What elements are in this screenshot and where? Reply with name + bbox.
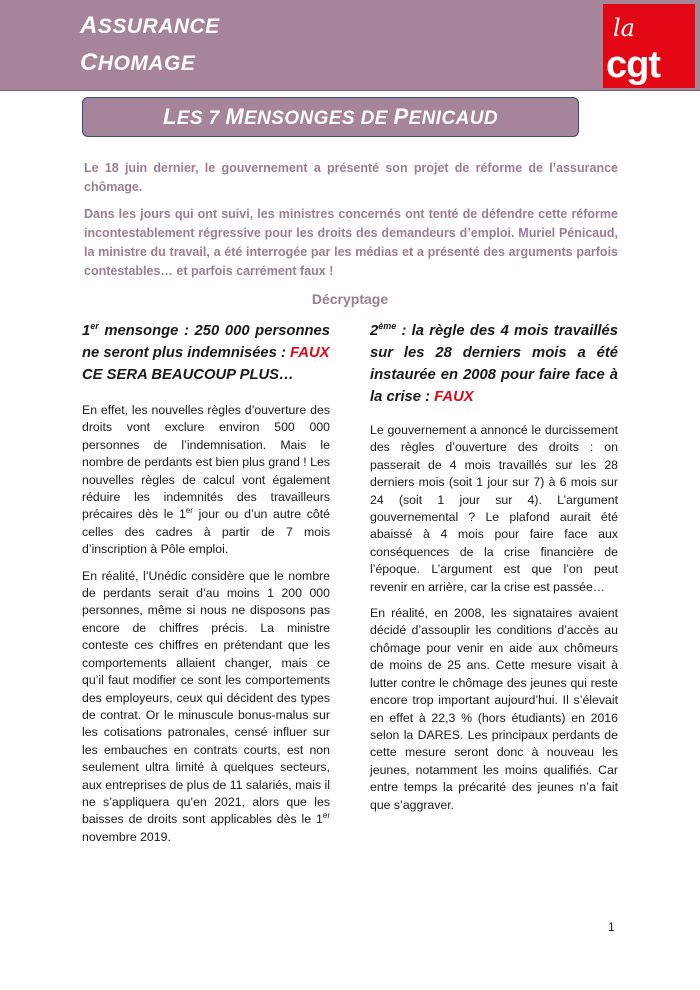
header-band — [0, 0, 700, 91]
lie-2-paragraph-1: Le gouvernement a annoncé le durcissement des règles d’ouverture des droits : on passerait de 4 mois travaillés sur les 28 derniers mois (soit 1 jour sur 7) à 6 mois sur 24 (soit 1 jour sur 4). L’argument gouvernemental ? Le plafond aurait été abaissé à 4 mois pour faire face aux conséquences de la crise financière de l’époque. L’argument est que l’on peut revenir en arrière, car la crise est passée… — [370, 423, 618, 594]
section-heading: Décryptage — [311, 291, 389, 307]
faux-label: FAUX — [290, 345, 330, 361]
header-title-line1: ASSURANCE — [80, 12, 220, 39]
cgt-logo — [603, 4, 695, 88]
title-banner — [82, 97, 579, 137]
lie-1-paragraph-2: En réalité, l’Unédic considère que le nombre de perdants serait d’au moins 1 200 000 personnes, même si nous ne disposons pas encore de chiffres précis. La ministre conteste ces chiffres en prétendant que les comportements allaient changer, mais ce qu’il faut modifier ce sont les comportements des employeurs, ceux qui décident des types de contrat. Or le minuscule bonus-malus sur les cotisations patronales, censé influer sur les embauches en contrats courts, est non seulement ultra limité à quelques secteurs, aux entreprises de plus de 11 salariés, mais il ne s’appliquera qu’en 2021, alors que les baisses de droits sont applicables dès le 1er novembre 2019. — [82, 568, 330, 844]
right-column — [370, 320, 618, 814]
page-number: 1 — [608, 920, 615, 934]
intro-paragraph-1: Le 18 juin dernier, le gouvernement a présenté son projet de réforme de l’assurance chômage. — [84, 161, 618, 194]
faux-label: FAUX — [434, 389, 474, 405]
left-column — [82, 320, 330, 846]
lie-2-heading: 2ème : la règle des 4 mois travaillés sur les 28 derniers mois a été instaurée en 2008 pour faire face à la crise : FAUX — [370, 321, 618, 405]
logo-la-text: la — [613, 14, 635, 42]
lie-1-heading: 1er mensonge : 250 000 personnes ne seront plus indemnisées : FAUX CE SERA BEAUCOUP PLUS… — [82, 321, 330, 383]
lie-2-paragraph-2: En réalité, en 2008, les signataires avaient décidé d’assouplir les conditions d’accès au chômage pour venir en aide aux chômeurs de moins de 25 ans. Cette mesure visait à lutter contre le chômage des jeunes qui reste encore trop important aujourd’hui. Il s’élevait en effet à 22,3 % (hors étudiants) en 2016 selon la DARES. Les principaux perdants de cette mesure seront donc à nouveau les jeunes, notamment les moins qualifiés. Car entre temps la précarité des jeunes n’a fait que s’aggraver. — [370, 606, 618, 812]
page-title: LES 7 MENSONGES DE PENICAUD — [163, 104, 498, 129]
intro-paragraph-2: Dans les jours qui ont suivi, les ministres concernés ont tenté de défendre cette réforme incontestablement régressive pour les droits des demandeurs d’emploi. Muriel Pénicaud, la ministre du travail, a été interrogée par les médias et a présenté des arguments parfois contestables… et parfois carrément faux ! — [84, 207, 618, 278]
header-title-line2: CHOMAGE — [80, 49, 196, 76]
lie-1-paragraph-1: En effet, les nouvelles règles d’ouverture des droits vont exclure environ 500 000 personnes de l’indemnisation. Mais le nombre de perdants est bien plus grand ! Les nouvelles règles de calcul vont également réduire les indemnités des travailleurs précaires dès le 1er jour ou d’un autre côté celles des cadres à partir de 7 mois d’inscription à Pôle emploi. — [82, 403, 330, 557]
logo-cgt-text: cgt — [606, 44, 660, 86]
